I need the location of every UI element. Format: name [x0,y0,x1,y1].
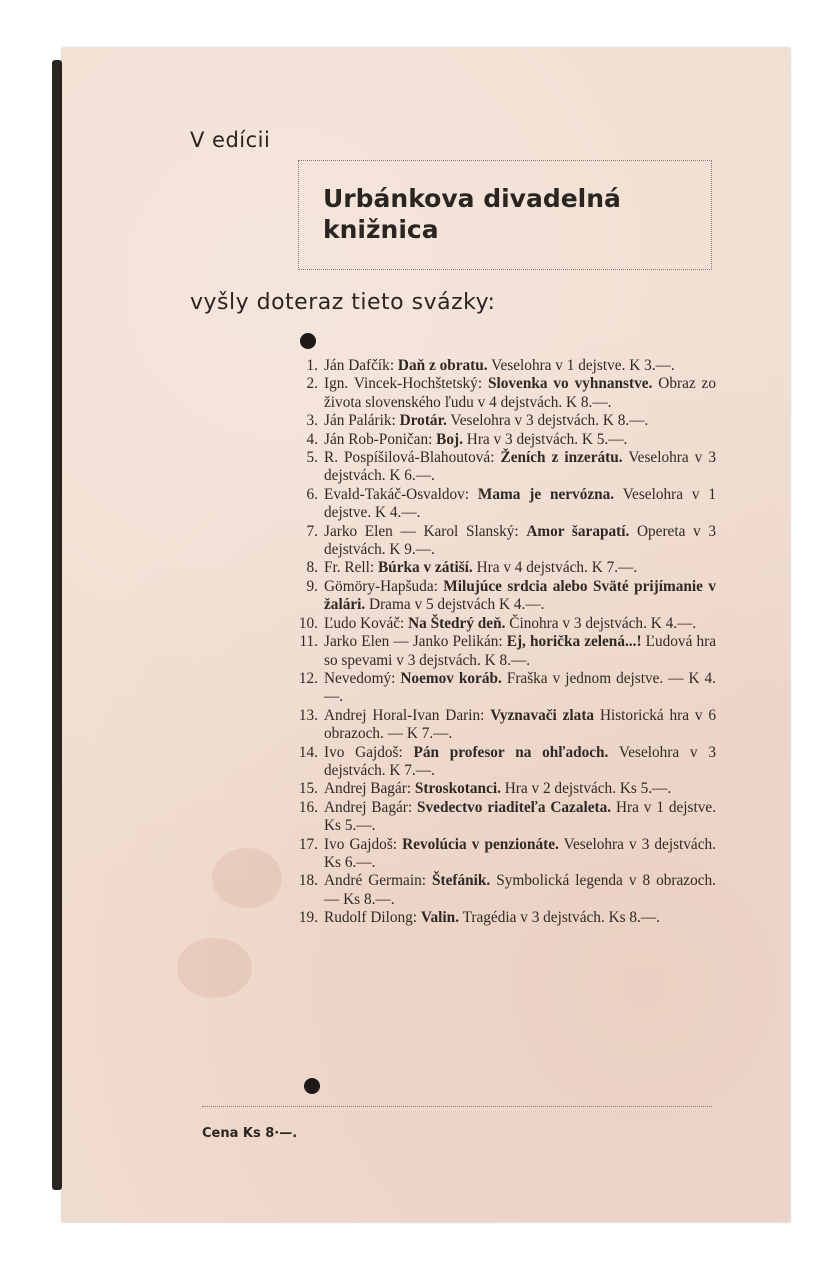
entry-author: Ján Palárik: [324,412,396,430]
entry-details: Činohra v 3 dejstvách. K 4.—. [509,614,697,632]
entry-author: Ivo Gajdoš: [324,835,398,853]
entry-title: Drotár. [399,412,447,430]
price-divider [202,1106,712,1107]
entry-number: 9. [306,577,318,595]
entry-author: Ivo Gajdoš: [324,743,403,761]
entry-number: 17. [298,835,318,853]
entry-number: 6. [306,485,318,503]
entry-number: 1. [306,357,318,374]
entry-author: Evald-Takáč-Osvaldov: [324,485,470,503]
book-entry [292,615,716,633]
book-entry [292,523,716,560]
entry-number: 18. [298,872,318,890]
entry-title: Štefánik. [431,872,491,890]
entry-number: 19. [298,909,318,927]
book-entry [292,486,716,523]
bottom-bullet-dot [304,1078,320,1094]
entry-author: Andrej Bagár: [324,780,412,798]
entry-number: 12. [298,669,318,687]
entry-author: André Germain: [324,872,426,890]
paper-stain [177,938,252,998]
price-label: Cena Ks 8·—. [202,1126,298,1141]
book-entry [292,559,716,577]
volumes-heading: vyšly doteraz tieto svázky: [190,290,496,315]
entry-details: Symbolická legenda v 8 obrazoch. — Ks 8.—. [324,872,716,908]
entry-details: Drama v 5 dejstvách K 4.—. [369,596,545,614]
entry-title: Mama je nervózna. [477,485,615,503]
entry-title: Noemov koráb. [400,669,502,687]
book-entry [292,670,716,707]
entry-details: Opereta v 3 dejstvách. K 9.—. [324,522,716,559]
entry-author: Andrej Bagár: [324,798,413,816]
entry-details: Veselohra v 3 dejstvách. K 6.—. [324,449,716,485]
top-bullet-dot [300,333,316,349]
entry-author: Andrej Horal-Ivan Darin: [324,706,485,724]
entry-author: Ľudo Kováč: [324,614,405,632]
entry-author: Rudolf Dilong: [324,909,418,927]
book-entry [292,633,716,670]
entry-author: Jarko Elen — Janko Pelikán: [324,633,503,651]
book-list [292,357,716,928]
book-entry [292,357,716,375]
entry-details: Veselohra v 3 dejstvách. K 7.—. [324,743,716,779]
entry-number: 11. [299,633,318,651]
entry-author: R. Pospíšilová-Blahoutová: [324,449,495,467]
entry-title: Na Štedrý deň. [408,614,506,632]
book-entry [292,909,716,927]
entry-details: Obraz zo života slovenského ľudu v 4 dejstvách. K 8.—. [324,375,716,411]
entry-number: 16. [298,798,318,816]
book-entry [292,375,716,412]
entry-author: Ján Rob-Poničan: [324,430,433,448]
entry-details: Veselohra v 1 dejstve. K 4.—. [324,485,717,522]
entry-title: Svedectvo riaditeľa Cazaleta. [417,798,612,816]
book-entry [292,780,716,798]
entry-title: Valin. [420,909,460,927]
entry-details: Veselohra v 1 dejstve. K 3.—. [491,357,675,374]
entry-title: Amor šarapatí. [526,522,630,540]
entry-details: Hra v 2 dejstvách. Ks 5.—. [504,780,672,798]
entry-number: 7. [306,522,318,540]
entry-number: 13. [298,706,318,724]
entry-number: 14. [298,743,318,761]
entry-number: 5. [306,449,318,467]
entry-title: Ženích z inzerátu. [500,449,623,467]
entry-details: Historická hra v 6 obrazoch. — K 7.—. [324,706,717,743]
entry-number: 15. [298,780,318,798]
entry-details: Hra v 4 dejstvách. K 7.—. [476,559,638,577]
book-entry [292,799,716,836]
entry-number: 8. [306,559,318,577]
entry-details: Hra v 1 dejstve. Ks 5.—. [324,798,717,835]
entry-title: Milujúce srdcia alebo Sväté prijímanie v žalári. [324,577,716,614]
entry-number: 4. [306,430,318,448]
entry-author: Nevedomý: [324,669,396,687]
entry-title: Ej, horička zelená...! [506,633,642,651]
entry-details: Veselohra v 3 dejstvách. K 8.—. [450,412,649,430]
entry-number: 10. [298,614,318,632]
entry-details: Fraška v jednom dejstve. — K 4.—. [324,669,717,706]
entry-details: Tragédia v 3 dejstvách. Ks 8.—. [462,909,660,927]
book-entry [292,412,716,430]
entry-title: Búrka v zátiší. [377,559,473,577]
entry-title: Revolúcia v penzionáte. [402,835,559,853]
entry-title: Daň z obratu. [397,357,488,374]
entry-author: Ign. Vincek-Hochštetský: [324,375,483,393]
book-back-cover [62,48,790,1222]
entry-title: Pán profesor na ohľadoch. [413,743,609,761]
book-entry [292,578,716,615]
entry-number: 3. [306,412,318,430]
entry-title: Stroskotanci. [414,780,501,798]
paper-stain [212,848,282,908]
book-entry [292,836,716,873]
book-entry [292,872,716,909]
entry-author: Fr. Rell: [324,559,375,577]
entry-title: Slovenka vo vyhnanstve. [487,375,653,393]
book-entry [292,707,716,744]
entry-details: Ľudová hra so spevami v 3 dejstvách. K 8.—. [324,633,716,669]
entry-details: Hra v 3 dejstvách. K 5.—. [466,430,628,448]
entry-author: Ján Dafčík: [324,357,395,374]
entry-author: Gömöry-Hapšuda: [324,577,438,595]
book-entry [292,449,716,486]
entry-author: Jarko Elen — Karol Slanský: [324,522,519,540]
book-entry [292,744,716,781]
book-entry [292,431,716,449]
entry-title: Vyznavači zlata [490,706,595,724]
entry-number: 2. [306,375,318,393]
entry-title: Boj. [436,430,463,448]
page-spine-shadow [52,60,62,1190]
edition-label: V edícii [190,128,271,152]
series-title-box [298,160,712,270]
entry-details: Veselohra v 3 dejstvách. Ks 6.—. [324,835,716,871]
series-title: Urbánkova divadelná knižnica [323,184,621,244]
